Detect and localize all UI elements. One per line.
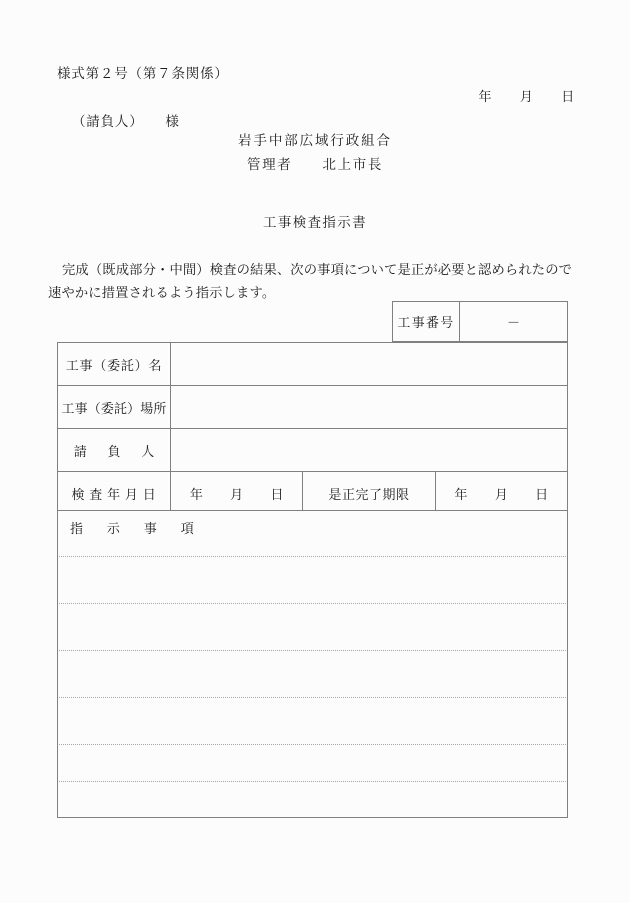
- row-label-work-location: 工事（委託）場所: [58, 386, 171, 429]
- form-number: 様式第２号（第７条関係）: [57, 66, 229, 81]
- details-table: [57, 342, 568, 515]
- instructions-area[interactable]: [57, 510, 568, 818]
- table-row: [58, 386, 568, 429]
- instructions-label: 指 示 事 項: [70, 521, 200, 536]
- body-paragraph: [48, 258, 593, 304]
- row-value-inspection-date[interactable]: 年 月 日: [171, 472, 303, 515]
- issuer-administrator: 管理者 北上市長: [246, 157, 384, 172]
- row-label-inspection-date: 検 査 年 月 日: [58, 472, 171, 515]
- table-row-inspection: [58, 472, 568, 515]
- instruction-rule: [59, 697, 566, 698]
- issuer-organization: 岩手中部広域行政組合: [238, 133, 392, 148]
- row-label-correction-deadline: 是正完了期限: [303, 472, 435, 515]
- instruction-rule: [59, 650, 566, 651]
- row-value-contractor[interactable]: [171, 429, 568, 472]
- job-number-label: 工事番号: [392, 301, 460, 342]
- body-paragraph-line-2: 速やかに措置されるよう指示します。: [48, 285, 276, 300]
- row-label-work-name: 工事（委託）名: [58, 343, 171, 386]
- body-paragraph-line-1: 完成（既成部分・中間）検査の結果、次の事項について是正が必要と認められたので: [62, 262, 573, 277]
- table-row: [58, 343, 568, 386]
- row-value-work-location[interactable]: [171, 386, 568, 429]
- row-value-correction-deadline[interactable]: 年 月 日: [435, 472, 567, 515]
- row-label-contractor: 請 負 人: [58, 429, 171, 472]
- instruction-rule: [59, 781, 566, 782]
- header-date-line: 年 月 日: [478, 89, 575, 104]
- document-title: 工事検査指示書: [263, 215, 367, 230]
- issuer-block: [0, 129, 630, 177]
- instruction-rule: [59, 556, 566, 557]
- row-value-work-name[interactable]: [171, 343, 568, 386]
- job-number-value[interactable]: －: [460, 301, 568, 342]
- instruction-rule: [59, 603, 566, 604]
- addressee-line: （請負人） 様: [72, 114, 180, 129]
- instruction-rule: [59, 744, 566, 745]
- job-number-box: [392, 301, 568, 342]
- table-row: [58, 429, 568, 472]
